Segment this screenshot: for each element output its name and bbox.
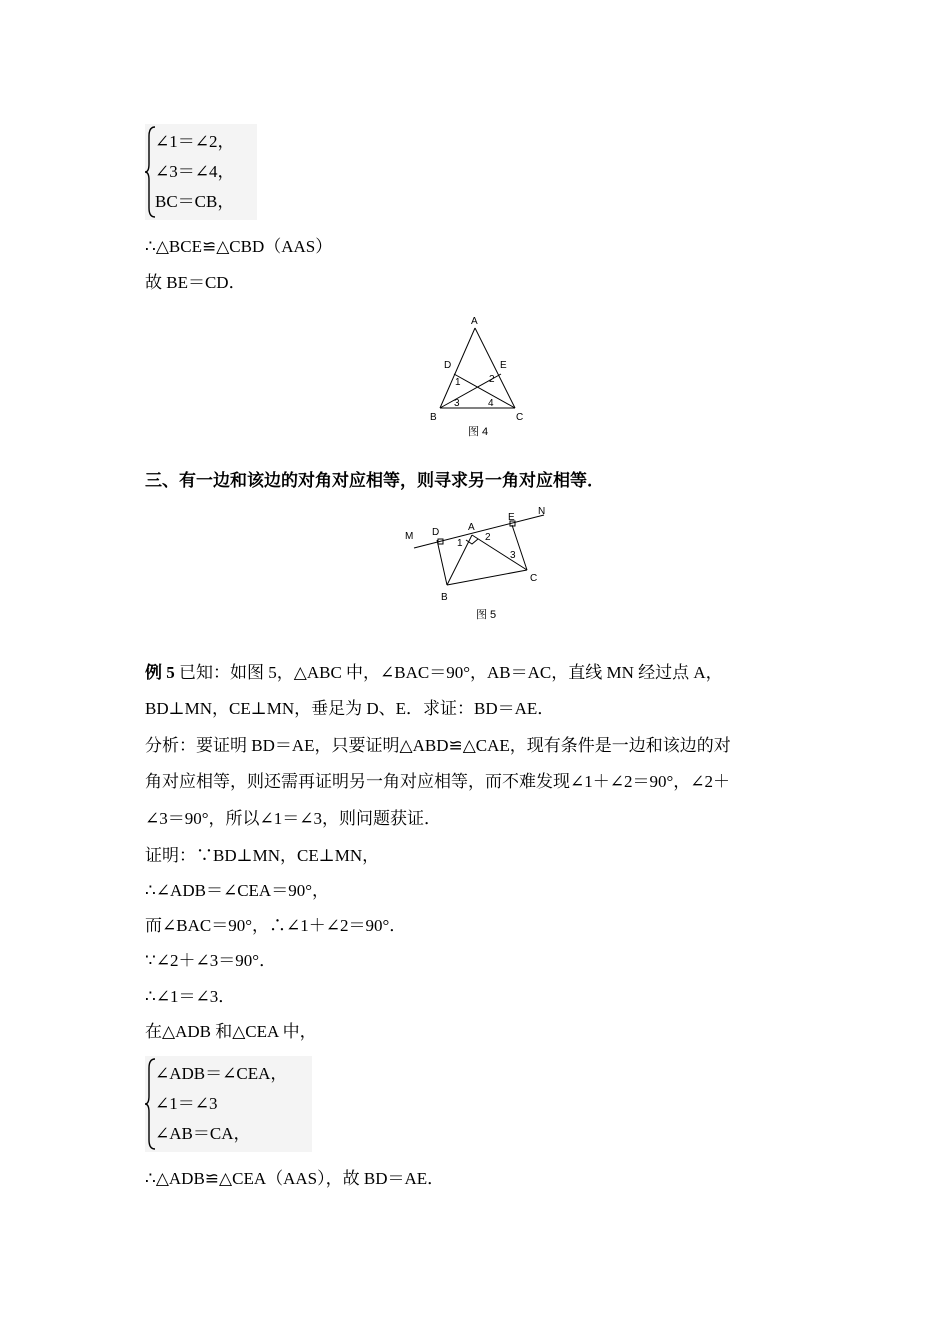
result-1: 故 BE＝CD． xyxy=(145,273,246,292)
fig4-label-a: A xyxy=(471,316,478,327)
fig5-angle-2: 2 xyxy=(485,532,491,543)
fig4-label-e: E xyxy=(500,360,507,371)
example-5-line-1 xyxy=(145,662,723,684)
example-5-line-2: BD⊥MN，CE⊥MN，垂足为 D、E．求证：BD＝AE． xyxy=(145,699,555,718)
section-3-heading: 三、有一边和该边的对角对应相等，则寻求另一角对应相等． xyxy=(145,471,604,490)
figure-4 xyxy=(420,310,540,445)
fig4-angle-2: 2 xyxy=(489,374,495,385)
proof-line-1: 证明：∵BD⊥MN，CE⊥MN， xyxy=(145,846,380,865)
fig4-caption: 图 4 xyxy=(468,426,489,438)
fig5-angle-3: 3 xyxy=(510,550,516,561)
fig4-angle-3: 3 xyxy=(454,398,460,409)
fig5-label-c: C xyxy=(530,573,538,584)
fig4-label-b: B xyxy=(430,412,437,423)
fig5-label-a: A xyxy=(468,522,475,533)
system1-line-1: ∠1＝∠2， xyxy=(155,132,235,151)
proof-line-6: 在△ADB 和△CEA 中， xyxy=(145,1022,317,1041)
proof-line-2: ∴∠ADB＝∠CEA＝90°， xyxy=(145,881,329,900)
conclusion-1: ∴△BCE≌△CBD（AAS） xyxy=(145,237,333,256)
fig5-label-e: E xyxy=(508,512,515,523)
analysis-line-3: ∠3＝90°，所以∠1＝∠3，则问题获证． xyxy=(145,809,442,828)
conclusion-2: ∴△ADB≌△CEA（AAS），故 BD＝AE． xyxy=(145,1169,445,1188)
fig5-caption: 图 5 xyxy=(476,609,497,621)
fig5-segment-bd xyxy=(437,540,447,585)
fig4-angle-1: 1 xyxy=(455,377,461,388)
fig4-side-ac xyxy=(475,328,515,408)
figure-5 xyxy=(400,503,560,623)
example-5-text-1: 已知：如图 5，△ABC 中，∠BAC＝90°，AB＝AC，直线 MN 经过点 A， xyxy=(174,663,723,682)
equation-system-1 xyxy=(145,124,257,220)
analysis-line-2: 角对应相等，则还需再证明另一角对应相等，而不难发现∠1＋∠2＝90°，∠2＋ xyxy=(145,772,731,791)
fig5-label-n: N xyxy=(538,506,546,517)
system2-line-3: ∠AB＝CA， xyxy=(155,1124,251,1143)
fig5-label-b: B xyxy=(441,592,448,603)
fig5-segment-bc xyxy=(447,570,527,585)
fig4-angle-4: 4 xyxy=(488,398,494,409)
fig4-label-d: D xyxy=(444,360,452,371)
fig5-label-d: D xyxy=(432,527,440,538)
example-label: 例 5 xyxy=(145,663,175,682)
equation-system-2 xyxy=(145,1056,312,1152)
proof-line-5: ∴∠1＝∠3． xyxy=(145,987,236,1006)
fig4-label-c: C xyxy=(516,412,524,423)
fig5-label-m: M xyxy=(405,531,414,542)
fig5-angle-1: 1 xyxy=(457,538,463,549)
system1-line-3: BC＝CB， xyxy=(155,192,235,211)
proof-line-3: 而∠BAC＝90°，∴∠1＋∠2＝90°． xyxy=(145,916,407,935)
system2-line-1: ∠ADB＝∠CEA， xyxy=(155,1064,288,1083)
fig5-segment-ac xyxy=(472,535,527,570)
system2-line-2: ∠1＝∠3 xyxy=(155,1094,218,1113)
proof-line-4: ∵∠2＋∠3＝90°． xyxy=(145,951,277,970)
fig5-segment-ce xyxy=(512,525,527,570)
system1-line-2: ∠3＝∠4， xyxy=(155,162,235,181)
analysis-line-1: 分析：要证明 BD＝AE，只要证明△ABD≌△CAE，现有条件是一边和该边的对 xyxy=(145,736,731,755)
fig4-segment-cd xyxy=(454,374,515,408)
